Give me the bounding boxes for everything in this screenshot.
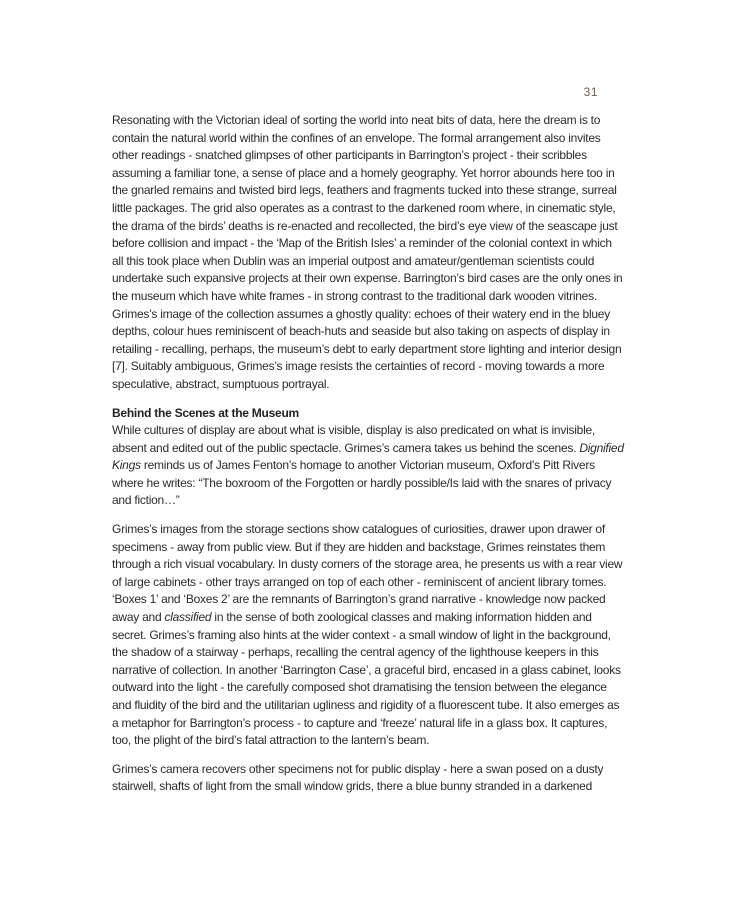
paragraph-text: Resonating with the Victorian ideal of sorting the world into neat bits of data, here the dream is to contain the natural world within the confines of an envelope. The formal arrangement also invites other readings - snatched glimpses of other participants in Barrington’s project - their scribbles assuming a familiar tone, a sense of place and a homely geography. Yet horror abounds here too in the gnarled remains and twisted bird legs, feathers and fragments tucked into these strange, surreal little packages. The grid also operates as a contrast to the darkened room where, in cinematic style, the drama of the birds’ deaths is re-enacted and recollected, the bird’s eye view of the seascape just before collision and impact - the ‘Map of the British Isles’ a reminder of the colonial context in which all this took place when Dublin was an imperial outpost and amateur/gentleman scientists could undertake such expansive projects at their own expense. Barrington’s bird cases are the only ones in the museum which have white frames - in strong contrast to the traditional dark wooden vitrines. Grimes’s image of the collection assumes a ghostly quality: echoes of their watery end in the bluey depths, colour hues reminiscent of beach-huts and seaside but also taking on aspects of display in retailing - recalling, perhaps, the museum’s debt to early department store lighting and interior design [7]. Suitably ambiguous, Grimes’s image resists the certainties of record - moving towards a more speculative, abstract, sumptuous portrayal. bbox=[112, 113, 623, 391]
text-block bbox=[112, 112, 626, 807]
section-heading: Behind the Scenes at the Museum bbox=[112, 405, 299, 420]
page-number: 31 bbox=[583, 85, 598, 99]
paragraph-3 bbox=[112, 521, 626, 750]
paragraph-text: Grimes’s camera recovers other specimens not for public display - here a swan posed on a dusty stairwell, shafts of light from the small window grids, there a blue bunny stranded in a darkened bbox=[112, 761, 604, 794]
paragraph-text: in the sense of both zoological classes and making information hidden and secret. Grimes’s framing also hints at the wider context - a small window of light in the background, the shadow of a stairway - perhaps, recalling the central agency of the lighthouse keepers in this narrative of collection. In another ‘Barrington Case’, a graceful bird, encased in a glass cabinet, looks outward into the light - the carefully composed shot dramatising the tension between the elegance and fluidity of the bird and the utilitarian ugliness and rigidity of a fluorescent tube. It also emerges as a metaphor for Barrington’s process - to capture and ‘freeze’ natural life in a glass box. It captures, too, the plight of the bird’s fatal attraction to the lantern’s beam. bbox=[112, 610, 621, 748]
paragraph-text: reminds us of James Fenton’s homage to another Victorian museum, Oxford’s Pitt Rivers where he writes: “The boxroom of the Forgotten or hardly possible/Is laid with the snares of privacy and fiction…” bbox=[112, 458, 612, 508]
italic-word: classified bbox=[164, 610, 212, 625]
paragraph-2 bbox=[112, 422, 626, 510]
paragraph-text: While cultures of display are about what is visible, display is also predicated on what is invisible, absent and edited out of the public spectacle. Grimes’s camera takes us behind the scenes. bbox=[112, 423, 595, 455]
paragraph-1 bbox=[112, 112, 626, 394]
italic-work-title: Dignified Kings bbox=[112, 440, 624, 473]
paragraph-4 bbox=[112, 761, 626, 796]
paragraph-text: Grimes’s images from the storage sections show catalogues of curiosities, drawer upon drawer of specimens - away from public view. But if they are hidden and backstage, Grimes reinstates them through a rich visual vocabulary. In dusty corners of the storage area, he presents us with a rear view of large cabinets - other trays arranged on top of each other - reminiscent of ancient library tomes. ‘Boxes 1’ and ‘Boxes 2’ are the remnants of Barrington’s grand narrative - knowledge now packed away and bbox=[112, 522, 623, 625]
